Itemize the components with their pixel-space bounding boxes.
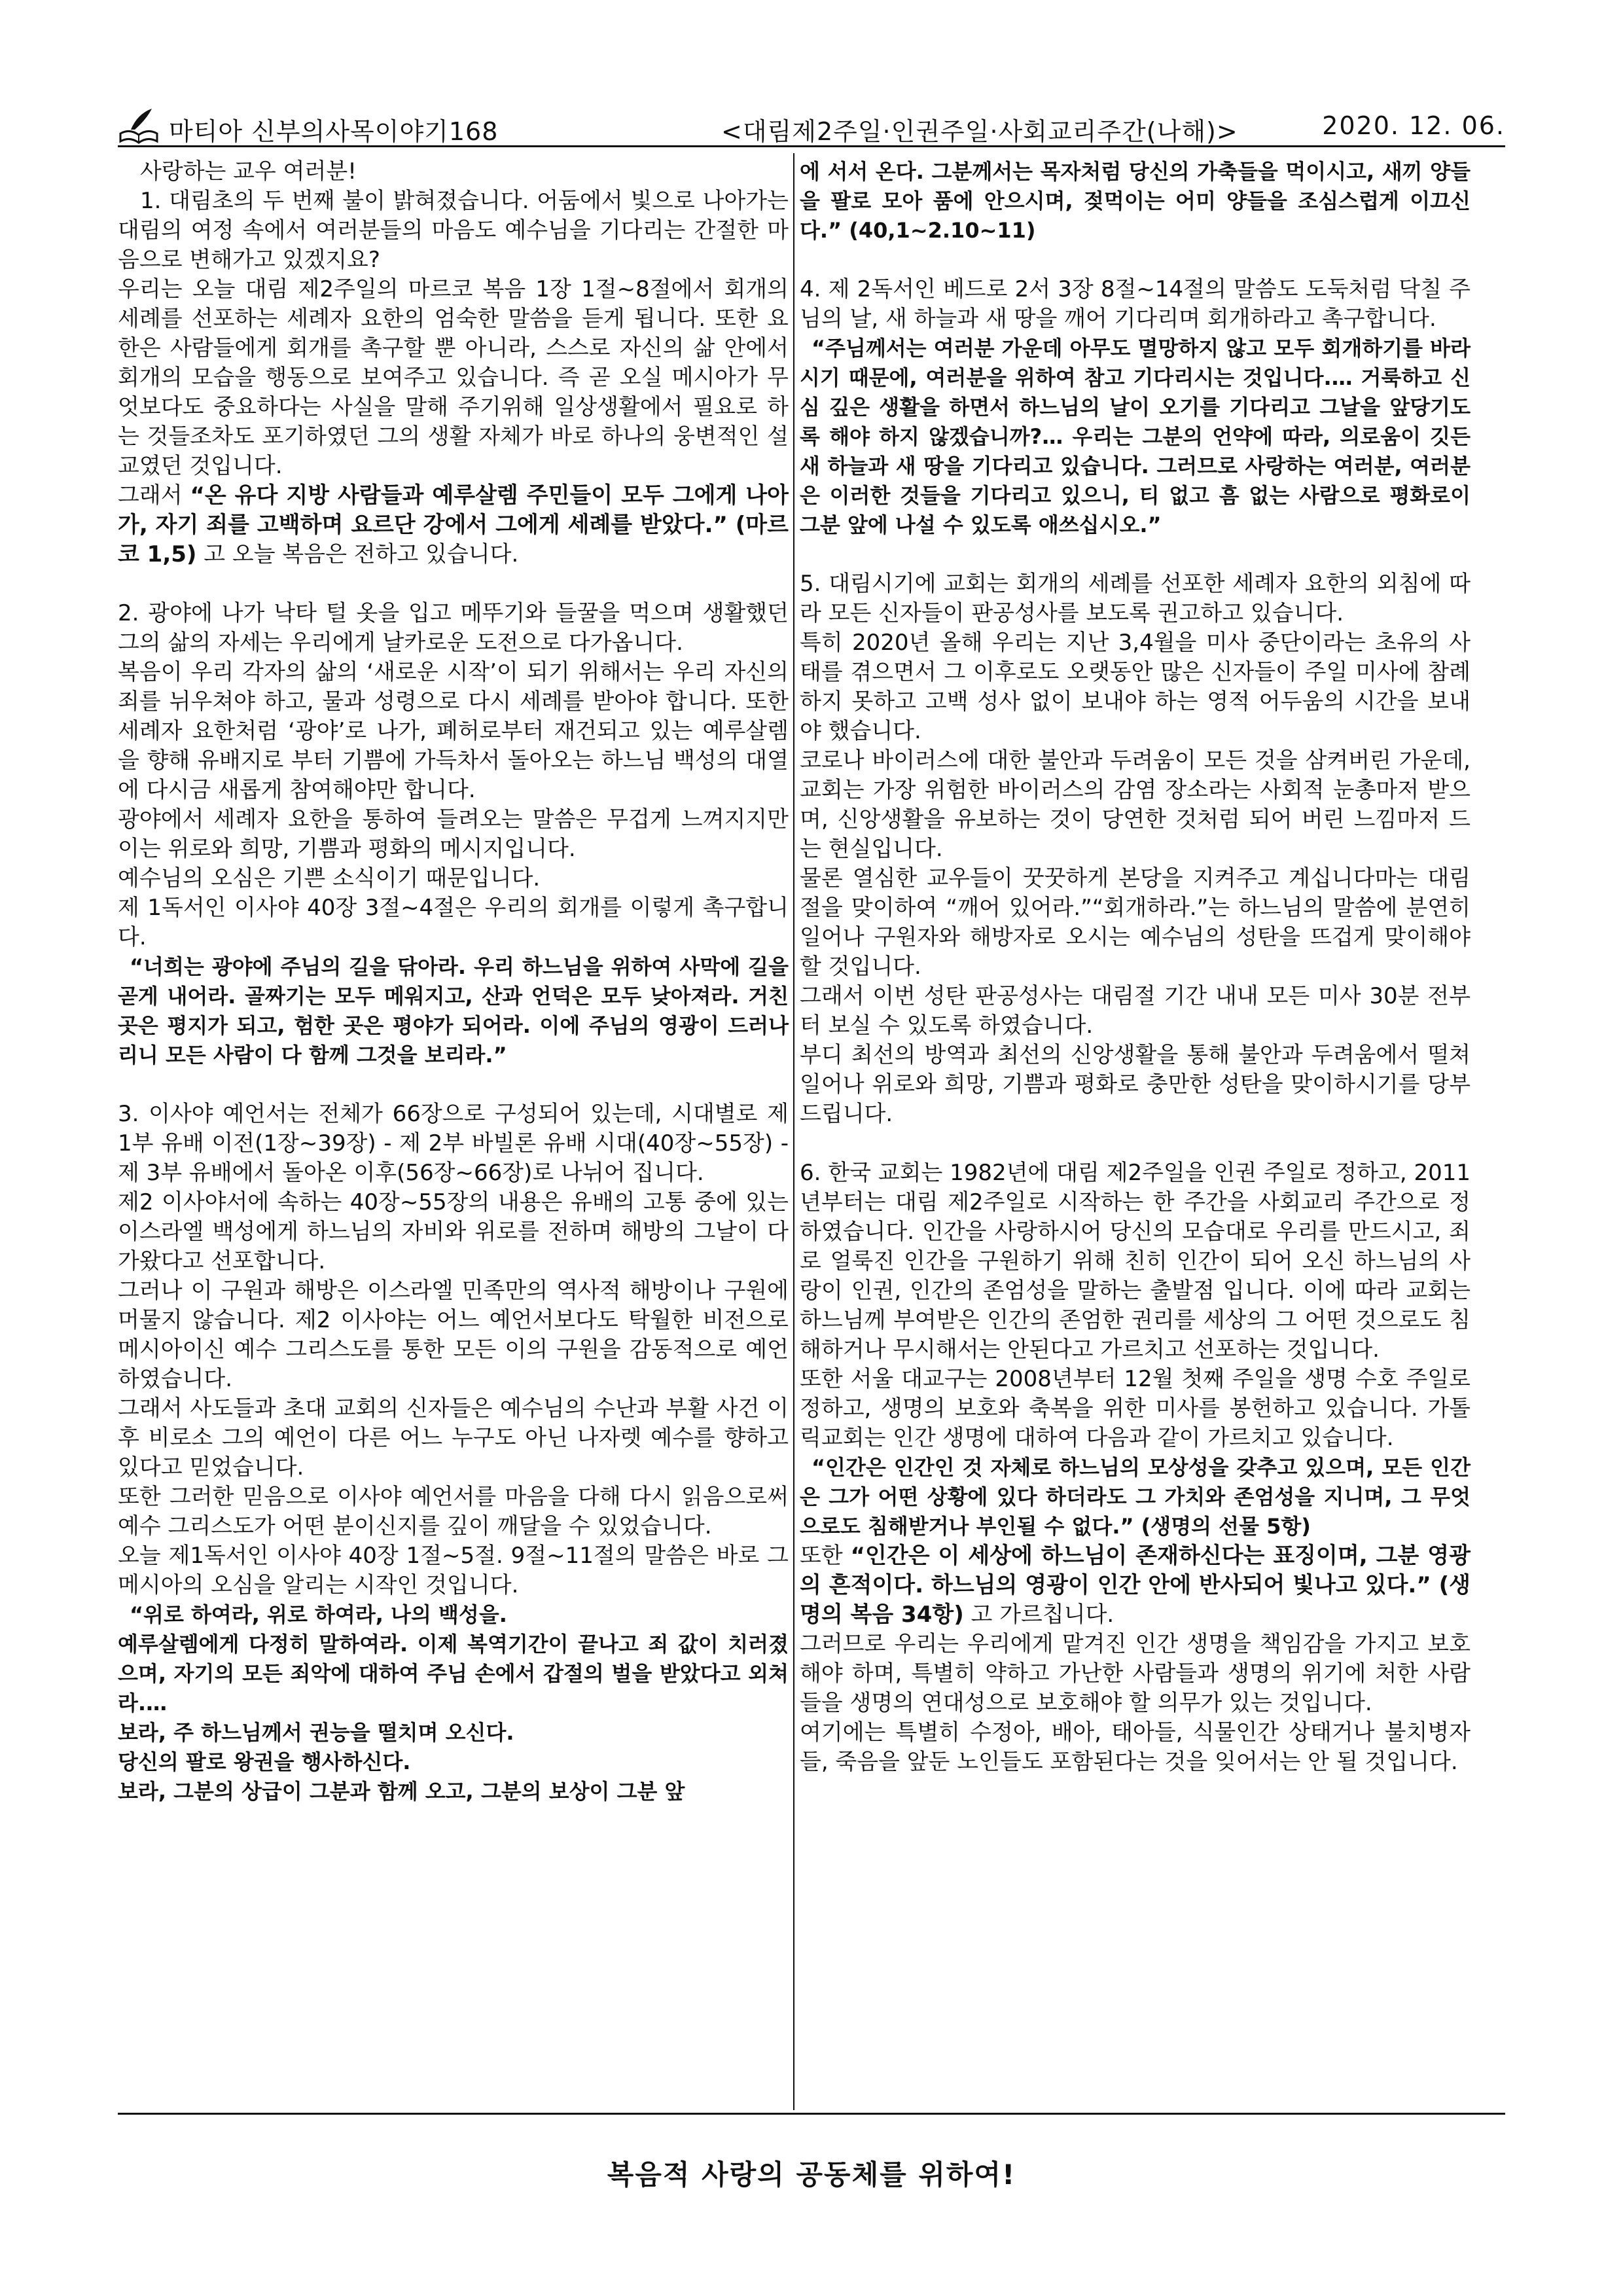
- paragraph: 부디 최선의 방역과 최선의 신앙생활을 통해 불안과 두려움에서 떨쳐 일어나 위로와 희망, 기쁨과 평화로 충만한 성탄을 맞이하시기를 당부 드립니다.: [800, 1042, 1471, 1127]
- liturgical-title: <대림제2주일·인권주일·사회교리주간(나해)>: [721, 117, 1238, 146]
- paragraph: 1. 대림초의 두 번째 불이 밝혀졌습니다. 어둠에서 빛으로 나아가는 대림의 여정 속에서 여러분들의 마음도 예수님을 기다리는 간절한 마음으로 변해가고 있겠지요?: [118, 188, 789, 273]
- series-title: 마티아 신부의사목이야기168: [169, 117, 499, 146]
- paragraph: 여기에는 특별히 수정아, 배아, 태아들, 식물인간 상태거나 불치병자들, 죽음을 앞둔 노인들도 포함된다는 것을 잊어서는 안 될 것입니다.: [800, 1719, 1471, 1775]
- issue-date: 2020. 12. 06.: [1322, 111, 1505, 140]
- text: 고 오늘 복음은 전하고 있습니다.: [196, 541, 519, 567]
- bible-quote: 당신의 팔로 왕권을 행사하신다.: [118, 1749, 411, 1774]
- paragraph: 또한 서울 대교구는 2008년부터 12월 첫째 주일을 생명 수호 주일로 정하고, 생명의 보호와 축복을 위한 미사를 봉헌하고 있습니다. 가톨릭교회는 인간 생명에 대하여 다음과 같이 가르치고 있습니다.: [800, 1366, 1471, 1451]
- bible-quote: “인간은 이 세상에 하느님이 존재하신다는 표징이며, 그분 영광의 흔적이다. 하느님의 영광이 인간 안에 반사되어 빛나고 있다.” (생명의 복음 34항): [800, 1543, 1471, 1628]
- paragraph: 우리는 오늘 대림 제2주일의 마르코 복음 1장 1절~8절에서 회개의 세례를 선포하는 세례자 요한의 엄숙한 말씀을 듣게 됩니다. 또한 요한은 사람들에게 회개를 촉구할 뿐 아니라, 스스로 자신의 삶 안에서 회개의 모습을 행동으로 보여주고 있습니다. 즉 곧 오실 메시아가 무엇보다도 중요하다는 사실을 말해 주기위해 일상생활에서 필요로 하는 것들조차도 포기하였던 그의 생활 자체가 바로 하나의 웅변적인 설교였던 것입니다.: [118, 276, 789, 479]
- column-divider: [793, 153, 794, 2110]
- footer-rule: [118, 2113, 1505, 2115]
- text: 그래서: [118, 482, 190, 509]
- paragraph: 예수님의 오심은 기쁜 소식이기 때문입니다.: [118, 865, 541, 891]
- bible-quote: “위로 하여라, 위로 하여라, 나의 백성을.: [130, 1602, 507, 1627]
- paragraph: 광야에서 세례자 요한을 통하여 들려오는 말씀은 무겁게 느껴지지만 이는 위로와 희망, 기쁨과 평화의 메시지입니다.: [118, 806, 789, 862]
- bible-quote: “인간은 인간인 것 자체로 하느님의 모상성을 갖추고 있으며, 모든 인간은 그가 어떤 상황에 있다 하더라도 그 가치와 존엄성을 지니며, 그 무엇으로도 침해받거나 부인될 수 없다.” (생명의 선물 5항): [800, 1455, 1471, 1539]
- paragraph: 특히 2020년 올해 우리는 지난 3,4월을 미사 중단이라는 초유의 사태를 겪으면서 그 이후로도 오랫동안 많은 신자들이 주일 미사에 참례하지 못하고 고백 성사 없이 보내야 하는 영적 어두움의 시간을 보내야 했습니다.: [800, 630, 1471, 744]
- bible-quote: 보라, 주 하느님께서 권능을 떨치며 오신다.: [118, 1720, 514, 1745]
- left-column: [118, 157, 789, 1806]
- paragraph: 그래서 이번 성탄 판공성사는 대림절 기간 내내 모든 미사 30분 전부터 보실 수 있도록 하였습니다.: [800, 983, 1471, 1039]
- paragraph: 코로나 바이러스에 대한 불안과 두려움이 모든 것을 삼켜버린 가운데, 교회는 가장 위험한 바이러스의 감염 장소라는 사회적 눈총마저 받으며, 신앙생활을 유보하는 것이 당연한 것처럼 되어 버린 느낌마저 드는 현실입니다.: [800, 747, 1471, 862]
- paragraph: 물론 열심한 교우들이 꿋꿋하게 본당을 지켜주고 계십니다마는 대림절을 맞이하여 “깨어 있어라.”“회개하라.”는 하느님의 말씀에 분연히 일어나 구원자와 해방자로 오시는 예수님의 성탄을 뜨겁게 맞이해야 할 것입니다.: [800, 865, 1471, 980]
- text: 고 가르칩니다.: [963, 1602, 1115, 1628]
- bible-quote: 보라, 그분의 상급이 그분과 함께 오고, 그분의 보상이 그분 앞: [118, 1779, 685, 1804]
- section-6: 6. 한국 교회는 1982년에 대림 제2주일을 인권 주일로 정하고, 2011년부터는 대림 제2주일로 시작하는 한 주간을 사회교리 주간으로 정하였습니다. 인간을 사랑하시어 당신의 모습대로 우리를 만드시고, 죄로 얼룩진 인간을 구원하기 위해 친히 인간이 되어 오신 하느님의 사랑이 인권, 인간의 존엄성을 말하는 출발점 입니다. 이에 따라 교회는 하느님께 부여받은 인간의 존엄한 권리를 세상의 그 어떤 것으로도 침해하거나 무시해서는 안된다고 가르치고 선포하는 것입니다.: [800, 1160, 1471, 1363]
- section-3: 3. 이사야 예언서는 전체가 66장으로 구성되어 있는데, 시대별로 제 1부 유배 이전(1장~39장) - 제 2부 바빌론 유배 시대(40장~55장) - 제 3부 유배에서 돌아온 이후(56장~66장)로 나뉘어 집니다.: [118, 1101, 789, 1186]
- paragraph: 제2 이사야서에 속하는 40장~55장의 내용은 유배의 고통 중에 있는 이스라엘 백성에게 하느님의 자비와 위로를 전하며 해방의 그날이 다가왔다고 선포합니다.: [118, 1189, 789, 1274]
- book-quill-icon: [118, 107, 160, 145]
- paragraph: 또한 그러한 믿음으로 이사야 예언서를 마음을 다해 다시 읽음으로써 예수 그리스도가 어떤 분이신지를 깊이 깨달을 수 있었습니다.: [118, 1484, 789, 1539]
- paragraph: 제 1독서인 이사야 40장 3절~4절은 우리의 회개를 이렇게 촉구합니다.: [118, 895, 789, 950]
- text: 또한: [800, 1543, 851, 1569]
- bible-quote: “온 유다 지방 사람들과 예루살렘 주민들이 모두 그에게 나아가, 자기 죄를 고백하며 요르단 강에서 그에게 세례를 받았다.” (마르코 1,5): [118, 482, 789, 567]
- section-5: 5. 대림시기에 교회는 회개의 세례를 선포한 세례자 요한의 외침에 따라 모든 신자들이 판공성사를 보도록 권고하고 있습니다.: [800, 571, 1471, 626]
- paragraph: 그러므로 우리는 우리에게 맡겨진 인간 생명을 책임감을 가지고 보호해야 하며, 특별히 약하고 가난한 사람들과 생명의 위기에 처한 사람들을 생명의 연대성으로 보호해야 할 의무가 있는 것입니다.: [800, 1631, 1471, 1716]
- section-4: 4. 제 2독서인 베드로 2서 3장 8절~14절의 말씀도 도둑처럼 닥칠 주님의 날, 새 하늘과 새 땅을 깨어 기다리며 회개하라고 촉구합니다.: [800, 276, 1471, 332]
- paragraph: 그러나 이 구원과 해방은 이스라엘 민족만의 역사적 해방이나 구원에 머물지 않습니다. 제2 이사야는 어느 예언서보다도 탁월한 비전으로 메시아이신 예수 그리스도를 통한 모든 이의 구원을 감동적으로 예언하였습니다.: [118, 1278, 789, 1392]
- footer-motto: 복음적 사랑의 공동체를 위하여!: [607, 2159, 1016, 2191]
- header-rule: [118, 145, 1505, 147]
- bible-quote: 에 서서 온다. 그분께서는 목자처럼 당신의 가축들을 먹이시고, 새끼 양들을 팔로 모아 품에 안으시며, 젖먹이는 어미 양들을 조심스럽게 이끄신다.” (40,1~2.10~11): [800, 159, 1471, 243]
- paragraph: 복음이 우리 각자의 삶의 ‘새로운 시작’이 되기 위해서는 우리 자신의 죄를 뉘우쳐야 하고, 물과 성령으로 다시 세례를 받아야 합니다. 또한 세례자 요한처럼 ‘광야’로 나가, 폐허로부터 재건되고 있는 예루살렘을 향해 유배지로 부터 기쁨에 가득차서 돌아오는 하느님 백성의 대열에 다시금 새롭게 참여해야만 합니다.: [118, 659, 789, 803]
- paragraph-with-quote: [800, 1541, 1471, 1630]
- bible-quote: 예루살렘에게 다정히 말하여라. 이제 복역기간이 끝나고 죄 값이 치러졌으며, 자기의 모든 죄악에 대하여 주님 손에서 갑절의 벌을 받았다고 외쳐라.…: [118, 1632, 789, 1715]
- section-2: 2. 광야에 나가 낙타 털 옷을 입고 메뚜기와 들꿀을 먹으며 생활했던 그의 삶의 자세는 우리에게 날카로운 도전으로 다가옵니다.: [118, 600, 789, 656]
- right-column: [800, 157, 1471, 1777]
- bible-quote: “주님께서는 여러분 가운데 아무도 멸망하지 않고 모두 회개하기를 바라시기 때문에, 여러분을 위하여 참고 기다리시는 것입니다.… 거룩하고 신심 깊은 생활을 하면서 하느님의 날이 오기를 기다리고 그날을 앞당기도록 해야 하지 않겠습니까?… 우리는 그분의 언약에 따라, 의로움이 깃든 새 하늘과 새 땅을 기다리고 있습니다. 그러므로 사랑하는 여러분, 여러분은 이러한 것들을 기다리고 있으니, 티 없고 흠 없는 사람으로 평화로이 그분 앞에 나설 수 있도록 애쓰십시오.”: [800, 336, 1471, 537]
- paragraph: 그래서 사도들과 초대 교회의 신자들은 예수님의 수난과 부활 사건 이후 비로소 그의 예언이 다른 어느 누구도 아닌 나자렛 예수를 향하고 있다고 믿었습니다.: [118, 1395, 789, 1480]
- greeting: 사랑하는 교우 여러분!: [140, 158, 357, 185]
- paragraph: 오늘 제1독서인 이사야 40장 1절~5절. 9절~11절의 말씀은 바로 그 메시아의 오심을 알리는 시작인 것입니다.: [118, 1543, 789, 1598]
- bible-quote: “너희는 광야에 주님의 길을 닦아라. 우리 하느님을 위하여 사막에 길을 곧게 내어라. 골짜기는 모두 메워지고, 산과 언덕은 모두 낮아져라. 거친 곳은 평지가 되고, 험한 곳은 평야가 되어라. 이에 주님의 영광이 드러나리니 모든 사람이 다 함께 그것을 보리라.”: [118, 954, 789, 1067]
- page-header: [118, 106, 1505, 152]
- paragraph-with-quote: [118, 481, 789, 569]
